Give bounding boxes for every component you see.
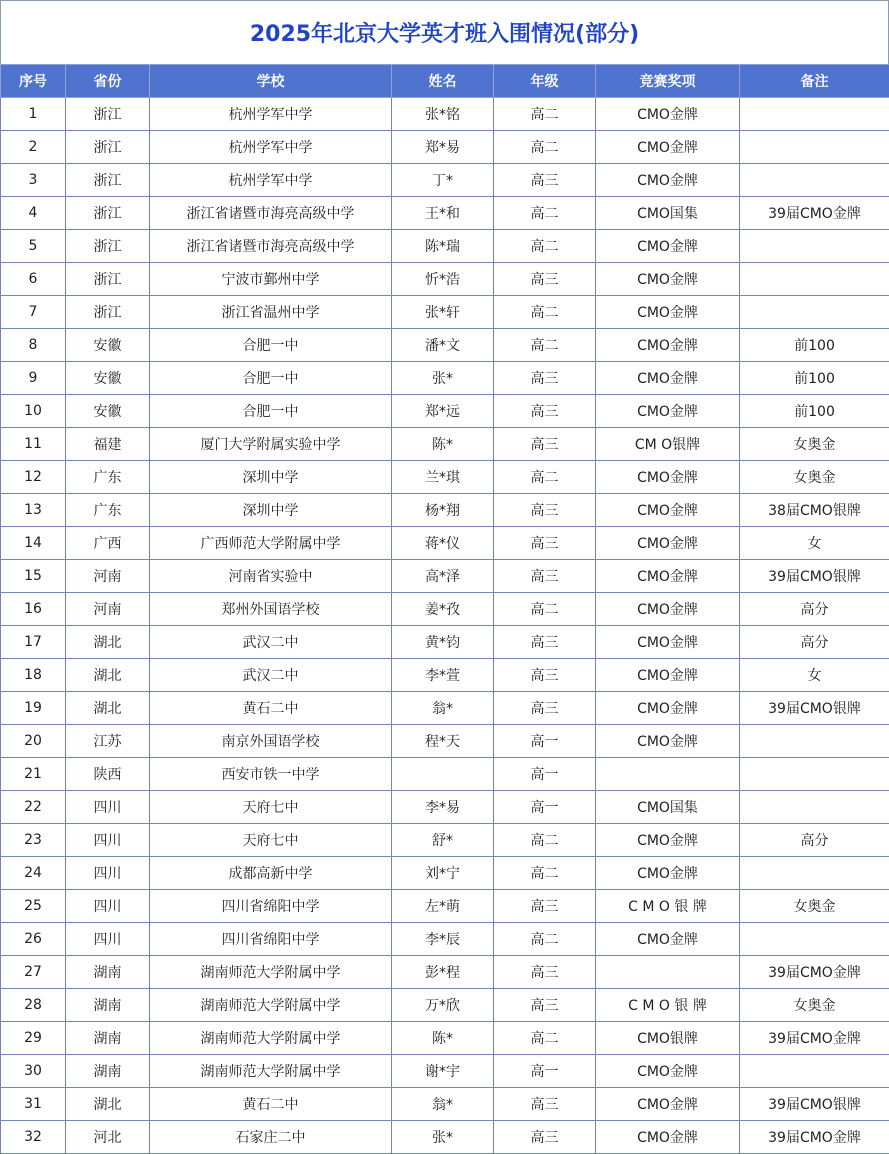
index-cell: 4 (1, 197, 66, 230)
remark-cell: 高分 (740, 824, 889, 857)
award-cell: CMO金牌 (596, 1121, 740, 1154)
province-cell: 四川 (66, 857, 150, 890)
index-cell: 8 (1, 329, 66, 362)
province-cell: 湖北 (66, 659, 150, 692)
school-cell: 湖南师范大学附属中学 (150, 989, 392, 1022)
remark-cell: 38届CMO银牌 (740, 494, 889, 527)
province-cell: 浙江 (66, 197, 150, 230)
award-cell: CMO国集 (596, 791, 740, 824)
grade-cell: 高三 (494, 362, 596, 395)
grade-cell: 高二 (494, 923, 596, 956)
remark-cell (740, 131, 889, 164)
grade-cell: 高三 (494, 956, 596, 989)
school-cell: 天府七中 (150, 791, 392, 824)
award-cell: CMO金牌 (596, 725, 740, 758)
name-cell (392, 758, 494, 791)
school-cell: 四川省绵阳中学 (150, 890, 392, 923)
index-cell: 18 (1, 659, 66, 692)
award-cell: CMO金牌 (596, 923, 740, 956)
index-cell: 17 (1, 626, 66, 659)
index-cell: 1 (1, 98, 66, 131)
table-row (1, 989, 889, 1022)
grade-cell: 高二 (494, 197, 596, 230)
table-row (1, 890, 889, 923)
table-row (1, 791, 889, 824)
table-row (1, 626, 889, 659)
remark-cell (740, 725, 889, 758)
name-cell: 翁* (392, 692, 494, 725)
grade-cell: 高二 (494, 230, 596, 263)
name-cell: 左*萌 (392, 890, 494, 923)
province-cell: 湖南 (66, 1055, 150, 1088)
name-cell: 张*轩 (392, 296, 494, 329)
remark-cell: 女奥金 (740, 428, 889, 461)
name-cell: 郑*易 (392, 131, 494, 164)
school-cell: 石家庄二中 (150, 1121, 392, 1154)
award-cell: CMO金牌 (596, 131, 740, 164)
grade-cell: 高二 (494, 98, 596, 131)
remark-cell: 前100 (740, 362, 889, 395)
index-cell: 29 (1, 1022, 66, 1055)
grade-cell: 高二 (494, 593, 596, 626)
province-cell: 湖北 (66, 692, 150, 725)
grade-cell: 高三 (494, 989, 596, 1022)
table-row (1, 527, 889, 560)
province-cell: 陕西 (66, 758, 150, 791)
grade-cell: 高三 (494, 1088, 596, 1121)
table-row (1, 329, 889, 362)
index-cell: 19 (1, 692, 66, 725)
table-row (1, 428, 889, 461)
table-row (1, 296, 889, 329)
index-cell: 26 (1, 923, 66, 956)
name-cell: 高*泽 (392, 560, 494, 593)
grade-cell: 高二 (494, 296, 596, 329)
award-cell (596, 758, 740, 791)
index-cell: 31 (1, 1088, 66, 1121)
award-cell: CMO金牌 (596, 395, 740, 428)
remark-cell (740, 791, 889, 824)
school-cell: 合肥一中 (150, 395, 392, 428)
province-cell: 广东 (66, 494, 150, 527)
school-cell: 深圳中学 (150, 494, 392, 527)
school-cell: 武汉二中 (150, 659, 392, 692)
province-cell: 四川 (66, 890, 150, 923)
school-cell: 湖南师范大学附属中学 (150, 956, 392, 989)
index-cell: 9 (1, 362, 66, 395)
name-cell: 李*萱 (392, 659, 494, 692)
award-cell: CM O银牌 (596, 428, 740, 461)
remark-cell: 39届CMO金牌 (740, 956, 889, 989)
remark-cell: 高分 (740, 626, 889, 659)
school-cell: 杭州学军中学 (150, 131, 392, 164)
name-cell: 张*铭 (392, 98, 494, 131)
province-cell: 四川 (66, 791, 150, 824)
school-cell: 杭州学军中学 (150, 164, 392, 197)
table-row (1, 395, 889, 428)
table-row (1, 263, 889, 296)
table-row (1, 494, 889, 527)
award-cell: CMO国集 (596, 197, 740, 230)
grade-cell: 高三 (494, 1121, 596, 1154)
award-cell: CMO金牌 (596, 263, 740, 296)
index-cell: 6 (1, 263, 66, 296)
header-col-province: 省份 (66, 65, 150, 98)
name-cell: 翁* (392, 1088, 494, 1121)
name-cell: 丁* (392, 164, 494, 197)
remark-cell: 39届CMO金牌 (740, 1022, 889, 1055)
grade-cell: 高三 (494, 395, 596, 428)
award-cell: C M O 银 牌 (596, 890, 740, 923)
province-cell: 湖南 (66, 956, 150, 989)
header-col-grade: 年级 (494, 65, 596, 98)
table-row (1, 956, 889, 989)
index-cell: 2 (1, 131, 66, 164)
table-row (1, 1055, 889, 1088)
header-col-school: 学校 (150, 65, 392, 98)
index-cell: 25 (1, 890, 66, 923)
grade-cell: 高一 (494, 758, 596, 791)
name-cell: 王*和 (392, 197, 494, 230)
name-cell: 蒋*仪 (392, 527, 494, 560)
school-cell: 郑州外国语学校 (150, 593, 392, 626)
award-cell: CMO金牌 (596, 560, 740, 593)
grade-cell: 高三 (494, 164, 596, 197)
school-cell: 黄石二中 (150, 1088, 392, 1121)
province-cell: 浙江 (66, 263, 150, 296)
province-cell: 湖北 (66, 626, 150, 659)
name-cell: 李*易 (392, 791, 494, 824)
header-row (1, 65, 889, 98)
award-cell: CMO金牌 (596, 461, 740, 494)
table-row (1, 1022, 889, 1055)
grade-cell: 高一 (494, 725, 596, 758)
school-cell: 合肥一中 (150, 362, 392, 395)
remark-cell: 39届CMO金牌 (740, 197, 889, 230)
award-cell: CMO金牌 (596, 362, 740, 395)
award-cell: C M O 银 牌 (596, 989, 740, 1022)
remark-cell (740, 857, 889, 890)
table-row (1, 692, 889, 725)
award-cell: CMO银牌 (596, 1022, 740, 1055)
table-row (1, 164, 889, 197)
table-row (1, 560, 889, 593)
table-row (1, 98, 889, 131)
remark-cell: 女 (740, 659, 889, 692)
name-cell: 杨*翔 (392, 494, 494, 527)
name-cell: 张* (392, 1121, 494, 1154)
name-cell: 陈*瑞 (392, 230, 494, 263)
province-cell: 河南 (66, 560, 150, 593)
grade-cell: 高二 (494, 824, 596, 857)
school-cell: 西安市铁一中学 (150, 758, 392, 791)
index-cell: 12 (1, 461, 66, 494)
table-row (1, 824, 889, 857)
award-cell: CMO金牌 (596, 494, 740, 527)
index-cell: 11 (1, 428, 66, 461)
province-cell: 浙江 (66, 164, 150, 197)
province-cell: 浙江 (66, 296, 150, 329)
remark-cell (740, 263, 889, 296)
province-cell: 湖南 (66, 1022, 150, 1055)
table-row (1, 659, 889, 692)
name-cell: 陈* (392, 1022, 494, 1055)
province-cell: 河北 (66, 1121, 150, 1154)
header-col-award: 竞赛奖项 (596, 65, 740, 98)
school-cell: 黄石二中 (150, 692, 392, 725)
header-col-remark: 备注 (740, 65, 889, 98)
award-cell: CMO金牌 (596, 164, 740, 197)
name-cell: 潘*文 (392, 329, 494, 362)
grade-cell: 高三 (494, 263, 596, 296)
grade-cell: 高三 (494, 527, 596, 560)
table-row (1, 461, 889, 494)
table-row (1, 131, 889, 164)
remark-cell: 39届CMO银牌 (740, 692, 889, 725)
province-cell: 江苏 (66, 725, 150, 758)
school-cell: 湖南师范大学附属中学 (150, 1022, 392, 1055)
table-row (1, 593, 889, 626)
index-cell: 23 (1, 824, 66, 857)
remark-cell: 39届CMO金牌 (740, 1121, 889, 1154)
award-cell: CMO金牌 (596, 824, 740, 857)
remark-cell (740, 1055, 889, 1088)
school-cell: 天府七中 (150, 824, 392, 857)
index-cell: 21 (1, 758, 66, 791)
header-col-index: 序号 (1, 65, 66, 98)
award-cell: CMO金牌 (596, 692, 740, 725)
remark-cell: 39届CMO银牌 (740, 560, 889, 593)
index-cell: 3 (1, 164, 66, 197)
province-cell: 四川 (66, 923, 150, 956)
index-cell: 15 (1, 560, 66, 593)
name-cell: 舒* (392, 824, 494, 857)
school-cell: 成都高新中学 (150, 857, 392, 890)
award-cell: CMO金牌 (596, 1055, 740, 1088)
name-cell: 程*天 (392, 725, 494, 758)
remark-cell: 女奥金 (740, 989, 889, 1022)
page-title: 2025年北京大学英才班入围情况(部分) (0, 0, 889, 64)
province-cell: 广东 (66, 461, 150, 494)
school-cell: 广西师范大学附属中学 (150, 527, 392, 560)
name-cell: 谢*宇 (392, 1055, 494, 1088)
province-cell: 浙江 (66, 230, 150, 263)
remark-cell: 女 (740, 527, 889, 560)
remark-cell: 39届CMO银牌 (740, 1088, 889, 1121)
school-cell: 浙江省诸暨市海亮高级中学 (150, 197, 392, 230)
table-row (1, 197, 889, 230)
remark-cell: 女奥金 (740, 461, 889, 494)
school-cell: 深圳中学 (150, 461, 392, 494)
table-body (1, 98, 889, 1154)
grade-cell: 高三 (494, 890, 596, 923)
remark-cell (740, 164, 889, 197)
award-cell: CMO金牌 (596, 527, 740, 560)
index-cell: 27 (1, 956, 66, 989)
grade-cell: 高三 (494, 659, 596, 692)
index-cell: 10 (1, 395, 66, 428)
index-cell: 20 (1, 725, 66, 758)
province-cell: 广西 (66, 527, 150, 560)
remark-cell: 前100 (740, 395, 889, 428)
school-cell: 浙江省诸暨市海亮高级中学 (150, 230, 392, 263)
award-cell: CMO金牌 (596, 329, 740, 362)
award-cell: CMO金牌 (596, 98, 740, 131)
name-cell: 陈* (392, 428, 494, 461)
school-cell: 湖南师范大学附属中学 (150, 1055, 392, 1088)
name-cell: 李*辰 (392, 923, 494, 956)
name-cell: 刘*宁 (392, 857, 494, 890)
index-cell: 28 (1, 989, 66, 1022)
name-cell: 兰*琪 (392, 461, 494, 494)
grade-cell: 高一 (494, 791, 596, 824)
province-cell: 浙江 (66, 131, 150, 164)
index-cell: 14 (1, 527, 66, 560)
grade-cell: 高二 (494, 461, 596, 494)
table-row (1, 1088, 889, 1121)
index-cell: 5 (1, 230, 66, 263)
school-cell: 杭州学军中学 (150, 98, 392, 131)
province-cell: 安徽 (66, 362, 150, 395)
province-cell: 河南 (66, 593, 150, 626)
province-cell: 安徽 (66, 395, 150, 428)
award-cell: CMO金牌 (596, 230, 740, 263)
award-cell: CMO金牌 (596, 857, 740, 890)
province-cell: 福建 (66, 428, 150, 461)
grade-cell: 高二 (494, 1022, 596, 1055)
remark-cell (740, 98, 889, 131)
award-cell: CMO金牌 (596, 1088, 740, 1121)
grade-cell: 高三 (494, 692, 596, 725)
index-cell: 16 (1, 593, 66, 626)
province-cell: 湖北 (66, 1088, 150, 1121)
name-cell: 万*欣 (392, 989, 494, 1022)
grade-cell: 高二 (494, 857, 596, 890)
table-row (1, 758, 889, 791)
remark-cell: 高分 (740, 593, 889, 626)
name-cell: 忻*浩 (392, 263, 494, 296)
award-cell: CMO金牌 (596, 593, 740, 626)
province-cell: 四川 (66, 824, 150, 857)
province-cell: 湖南 (66, 989, 150, 1022)
school-cell: 四川省绵阳中学 (150, 923, 392, 956)
remark-cell (740, 230, 889, 263)
name-cell: 张* (392, 362, 494, 395)
remark-cell: 女奥金 (740, 890, 889, 923)
table-row (1, 362, 889, 395)
name-cell: 彭*程 (392, 956, 494, 989)
index-cell: 24 (1, 857, 66, 890)
header-col-name: 姓名 (392, 65, 494, 98)
grade-cell: 高一 (494, 1055, 596, 1088)
index-cell: 22 (1, 791, 66, 824)
award-cell: CMO金牌 (596, 296, 740, 329)
school-cell: 武汉二中 (150, 626, 392, 659)
grade-cell: 高三 (494, 428, 596, 461)
table-row (1, 923, 889, 956)
remark-cell (740, 296, 889, 329)
grade-cell: 高二 (494, 329, 596, 362)
index-cell: 13 (1, 494, 66, 527)
grade-cell: 高二 (494, 131, 596, 164)
name-cell: 黄*钧 (392, 626, 494, 659)
school-cell: 南京外国语学校 (150, 725, 392, 758)
award-cell: CMO金牌 (596, 626, 740, 659)
remark-cell (740, 758, 889, 791)
award-cell: CMO金牌 (596, 659, 740, 692)
table-row (1, 230, 889, 263)
award-cell (596, 956, 740, 989)
index-cell: 32 (1, 1121, 66, 1154)
grade-cell: 高三 (494, 494, 596, 527)
remark-cell: 前100 (740, 329, 889, 362)
name-cell: 郑*远 (392, 395, 494, 428)
grade-cell: 高三 (494, 560, 596, 593)
school-cell: 厦门大学附属实验中学 (150, 428, 392, 461)
table-row (1, 857, 889, 890)
table-row (1, 1121, 889, 1154)
school-cell: 宁波市鄞州中学 (150, 263, 392, 296)
index-cell: 30 (1, 1055, 66, 1088)
school-cell: 合肥一中 (150, 329, 392, 362)
province-cell: 浙江 (66, 98, 150, 131)
table-header (1, 65, 889, 98)
name-cell: 姜*孜 (392, 593, 494, 626)
province-cell: 安徽 (66, 329, 150, 362)
index-cell: 7 (1, 296, 66, 329)
school-cell: 浙江省温州中学 (150, 296, 392, 329)
table-row (1, 725, 889, 758)
school-cell: 河南省实验中 (150, 560, 392, 593)
results-table (0, 64, 889, 1154)
grade-cell: 高三 (494, 626, 596, 659)
remark-cell (740, 923, 889, 956)
